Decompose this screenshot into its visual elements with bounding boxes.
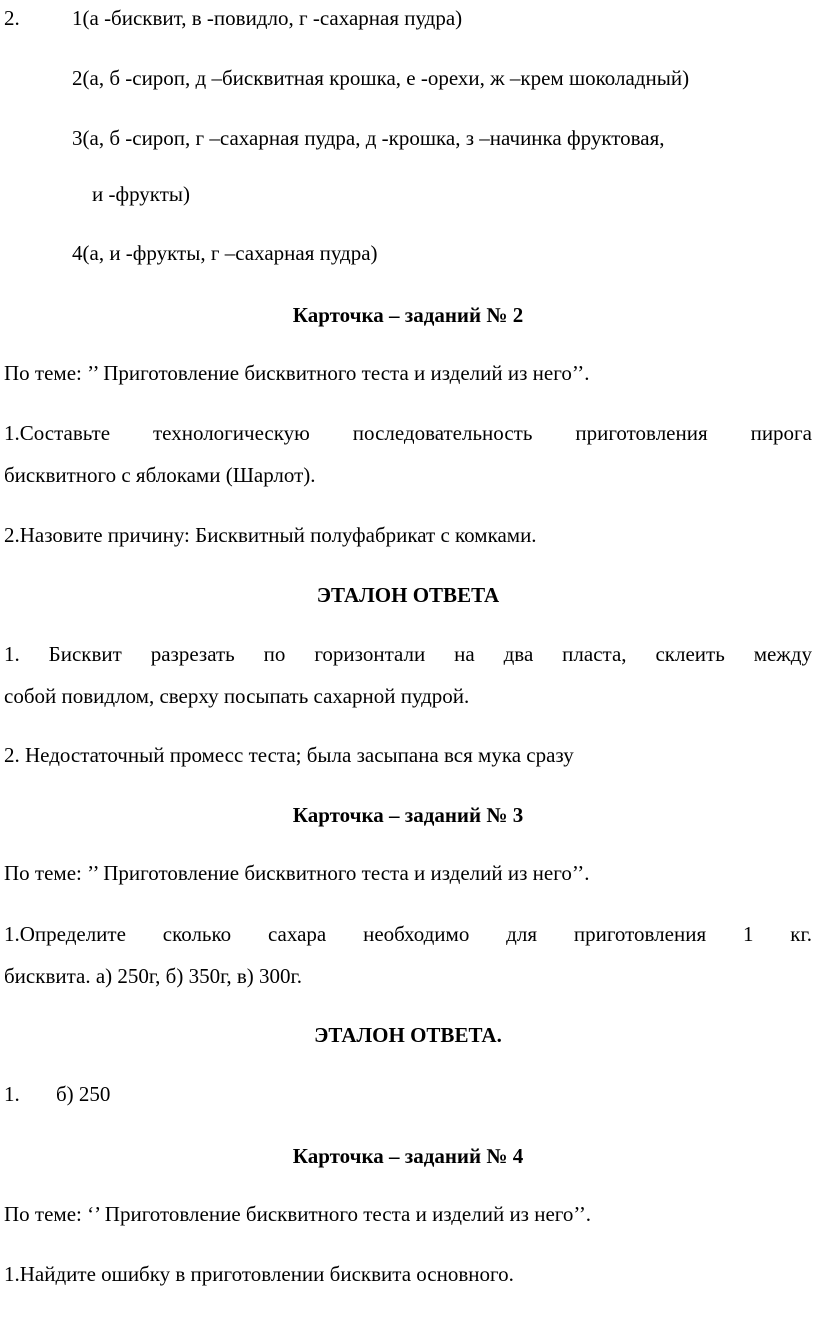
answer-list-number: 2. [4, 6, 20, 30]
card-3-question-1-options: бисквита. а) 250г, б) 350г, в) 300г. [4, 964, 302, 988]
card-2-topic: По теме: ’’ Приготовление бисквитного теста и изделий из него’’. [4, 361, 590, 385]
answer-line-1: 1(а -бисквит, в -повидло, г -сахарная пудра) [72, 6, 463, 30]
card-4-topic: По теме: ‘’ Приготовление бисквитного теста и изделий из него’’. [4, 1202, 592, 1226]
card-2-question-1-line-1: 1.Составьте технологическую последовательность приготовления пирога [4, 421, 812, 445]
card-3-answer-value: б) 250 [56, 1082, 111, 1106]
card-2-answer-1-line-2: собой повидлом, сверху посыпать сахарной пудрой. [4, 684, 470, 708]
answer-line-3: 3(а, б -сироп, г –сахарная пудра, д -крошка, з –начинка фруктовая, [72, 126, 665, 150]
card-3-topic: По теме: ’’ Приготовление бисквитного теста и изделий из него’’. [4, 861, 590, 885]
answer-line-2: 2(а, б -сироп, д –бисквитная крошка, е -орехи, ж –крем шоколадный) [72, 66, 690, 90]
card-3-answer-title: ЭТАЛОН ОТВЕТА. [314, 1023, 502, 1047]
card-4-question-1: 1.Найдите ошибку в приготовлении бисквита основного. [4, 1262, 514, 1286]
card-3-question-1-line-1: 1.Определите сколько сахара необходимо для приготовления 1 кг. [4, 922, 812, 946]
answer-line-3-continued: и -фрукты) [92, 182, 191, 206]
card-2-answer-title: ЭТАЛОН ОТВЕТА [316, 583, 500, 607]
card-2-question-1-line-2: бисквитного с яблоками (Шарлот). [4, 463, 316, 487]
card-2-answer-1-line-1: 1. Бисквит разрезать по горизонтали на два пласта, склеить между [4, 642, 812, 666]
card-2-question-2: 2.Назовите причину: Бисквитный полуфабрикат с комками. [4, 523, 537, 547]
card-2-title: Карточка – заданий № 2 [292, 303, 524, 327]
answer-line-4: 4(а, и -фрукты, г –сахарная пудра) [72, 241, 378, 265]
card-3-title: Карточка – заданий № 3 [292, 803, 524, 827]
card-2-answer-2: 2. Недостаточный промесс теста; была засыпана вся мука сразу [4, 743, 574, 767]
card-3-answer-number: 1. [4, 1082, 20, 1106]
card-4-title: Карточка – заданий № 4 [292, 1144, 524, 1168]
